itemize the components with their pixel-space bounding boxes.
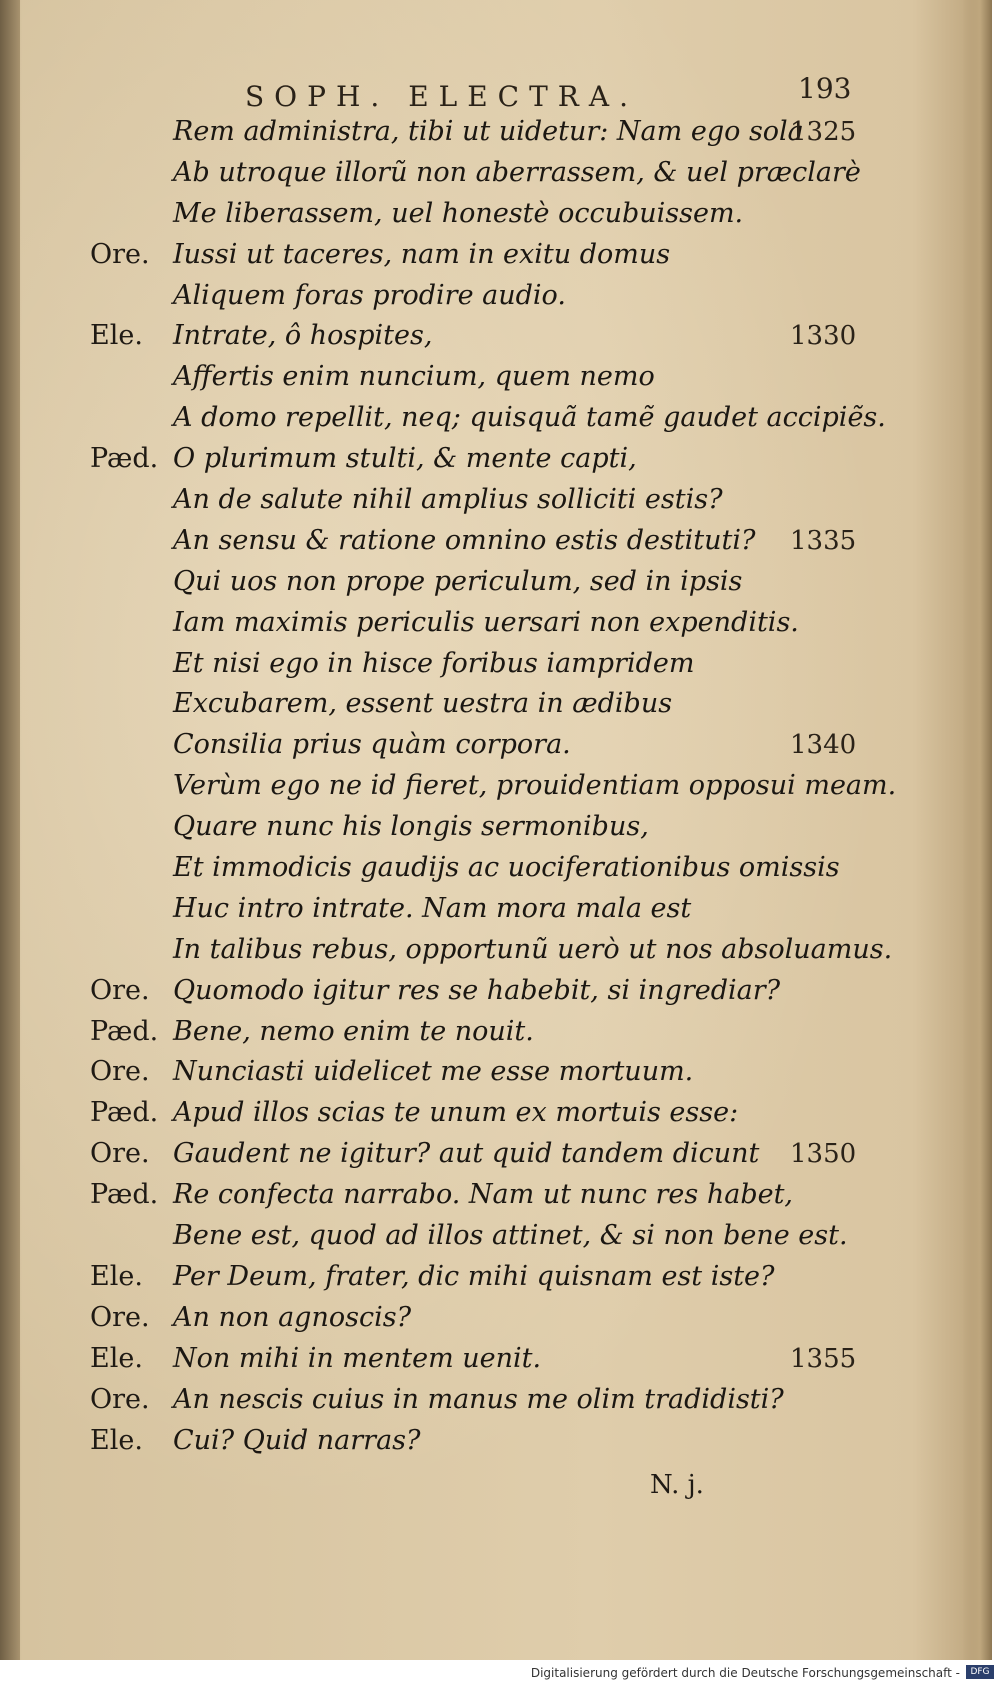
verse-text: An nescis cuius in manus me olim tradidisti?: [173, 1383, 784, 1415]
verse-line: [0, 1175, 992, 1216]
verse-line: [0, 112, 992, 153]
verse-text: Ab utroque illorũ non aberrassem, & uel præclarè: [173, 156, 861, 188]
verse-line: [0, 766, 992, 807]
verse-line: [0, 603, 992, 644]
verse-text: Excubarem, essent uestra in ædibus: [173, 688, 673, 720]
verse-line: [0, 480, 992, 521]
verse-text: A domo repellit, neq; quisquã tamẽ gaudet accipiẽs.: [173, 402, 886, 434]
verse-line: [0, 194, 992, 235]
verse-text: Huc intro intrate. Nam mora mala est: [173, 892, 692, 924]
verse-text: Quomodo igitur res se habebit, si ingrediar?: [173, 974, 781, 1006]
speaker-label: Ele.: [90, 1260, 143, 1292]
verse-text: Per Deum, frater, dic mihi quisnam est iste?: [173, 1260, 775, 1292]
verse-text: Verùm ego ne id fieret, prouidentiam opposui meam.: [173, 770, 897, 802]
digitization-footer: [0, 1660, 1000, 1687]
verse-text: Consilia prius quàm corpora.: [173, 729, 571, 761]
verse-text: Affertis enim nuncium, quem nemo: [173, 361, 655, 393]
verse-line: [0, 930, 992, 971]
verse-line: [0, 439, 992, 480]
verse-line: [0, 316, 992, 357]
line-number: 1330: [790, 321, 857, 352]
verse-line: [0, 521, 992, 562]
verse-text: Quare nunc his longis sermonibus,: [173, 811, 649, 843]
verse-text: Non mihi in mentem uenit.: [173, 1342, 542, 1374]
speaker-label: Pæd.: [90, 1179, 159, 1211]
verse-line: [0, 357, 992, 398]
verse-text: Me liberassem, uel honestè occubuissem.: [173, 197, 744, 229]
verse-line: [0, 725, 992, 766]
verse-text: Et nisi ego in hisce foribus iampridem: [173, 647, 695, 679]
speaker-label: Ore.: [90, 1138, 150, 1170]
verse-text: Bene est, quod ad illos attinet, & si non bene est.: [173, 1220, 848, 1252]
running-head: SOPH. ELECTRA.: [245, 80, 638, 113]
verse-text: Nunciasti uidelicet me esse mortuum.: [173, 1056, 694, 1088]
verse-line: [0, 1339, 992, 1380]
verse-line: [0, 1052, 992, 1093]
verse-line: [0, 1257, 992, 1298]
verse-line: [0, 1012, 992, 1053]
verse-line: [0, 276, 992, 317]
page-header: [0, 62, 992, 112]
verse-line: [0, 398, 992, 439]
verse-text: Gaudent ne igitur? aut quid tandem dicunt: [173, 1138, 760, 1170]
verse-line: [0, 1093, 992, 1134]
verse-text: In talibus rebus, opportunũ uerò ut nos absoluamus.: [173, 933, 893, 965]
speaker-label: Ele.: [90, 320, 143, 352]
speaker-label: Ele.: [90, 1342, 143, 1374]
verse-line: [0, 971, 992, 1012]
line-number: 1325: [790, 117, 857, 147]
verse-block: [0, 112, 992, 1461]
verse-text: Apud illos scias te unum ex mortuis esse:: [173, 1097, 739, 1129]
speaker-label: Ore.: [90, 1056, 150, 1088]
verse-text: An de salute nihil amplius solliciti estis?: [173, 484, 723, 516]
verse-line: [0, 1134, 992, 1175]
line-number: 1340: [790, 730, 857, 761]
page-number: 193: [798, 72, 852, 105]
verse-text: Qui uos non prope periculum, sed in ipsis: [173, 565, 743, 597]
line-number: 1350: [790, 1139, 857, 1170]
verse-text: An non agnoscis?: [173, 1301, 412, 1333]
verse-line: [0, 562, 992, 603]
verse-line: [0, 1216, 992, 1257]
verse-line: [0, 1298, 992, 1339]
verse-text: Bene, nemo enim te nouit.: [173, 1015, 534, 1047]
verse-text: Re confecta narrabo. Nam ut nunc res habet,: [173, 1179, 794, 1211]
speaker-label: Pæd.: [90, 1097, 159, 1129]
verse-line: [0, 889, 992, 930]
verse-line: [0, 848, 992, 889]
verse-text: Iam maximis periculis uersari non expenditis.: [173, 606, 799, 638]
verse-text: Iussi ut taceres, nam in exitu domus: [173, 238, 671, 270]
footer-credit: Digitalisierung gefördert durch die Deutsche Forschungsgemeinschaft -: [530, 1666, 960, 1680]
verse-text: Et immodicis gaudijs ac uociferationibus omissis: [173, 852, 840, 884]
verse-line: [0, 1421, 992, 1462]
signature-mark: N. j.: [650, 1470, 704, 1500]
speaker-label: Pæd.: [90, 443, 159, 475]
speaker-label: Ore.: [90, 974, 150, 1006]
speaker-label: Pæd.: [90, 1015, 159, 1047]
line-number: 1355: [790, 1343, 857, 1374]
verse-text: Intrate, ô hospites,: [173, 320, 433, 352]
speaker-label: Ele.: [90, 1424, 143, 1456]
speaker-label: Ore.: [90, 238, 150, 270]
verse-text: O plurimum stulti, & mente capti,: [173, 443, 637, 475]
line-number: 1335: [790, 525, 857, 556]
verse-text: An sensu & ratione omnino estis destituti?: [173, 524, 756, 556]
verse-line: [0, 644, 992, 685]
dfg-logo: DFG: [966, 1665, 994, 1679]
verse-line: [0, 807, 992, 848]
speaker-label: Ore.: [90, 1301, 150, 1333]
verse-line: [0, 153, 992, 194]
verse-line: [0, 1380, 992, 1421]
verse-text: Aliquem foras prodire audio.: [173, 279, 566, 311]
verse-text: Rem administra, tibi ut uidetur: Nam ego sola: [173, 116, 804, 147]
verse-line: [0, 235, 992, 276]
speaker-label: Ore.: [90, 1383, 150, 1415]
verse-line: [0, 684, 992, 725]
verse-text: Cui? Quid narras?: [173, 1424, 421, 1456]
